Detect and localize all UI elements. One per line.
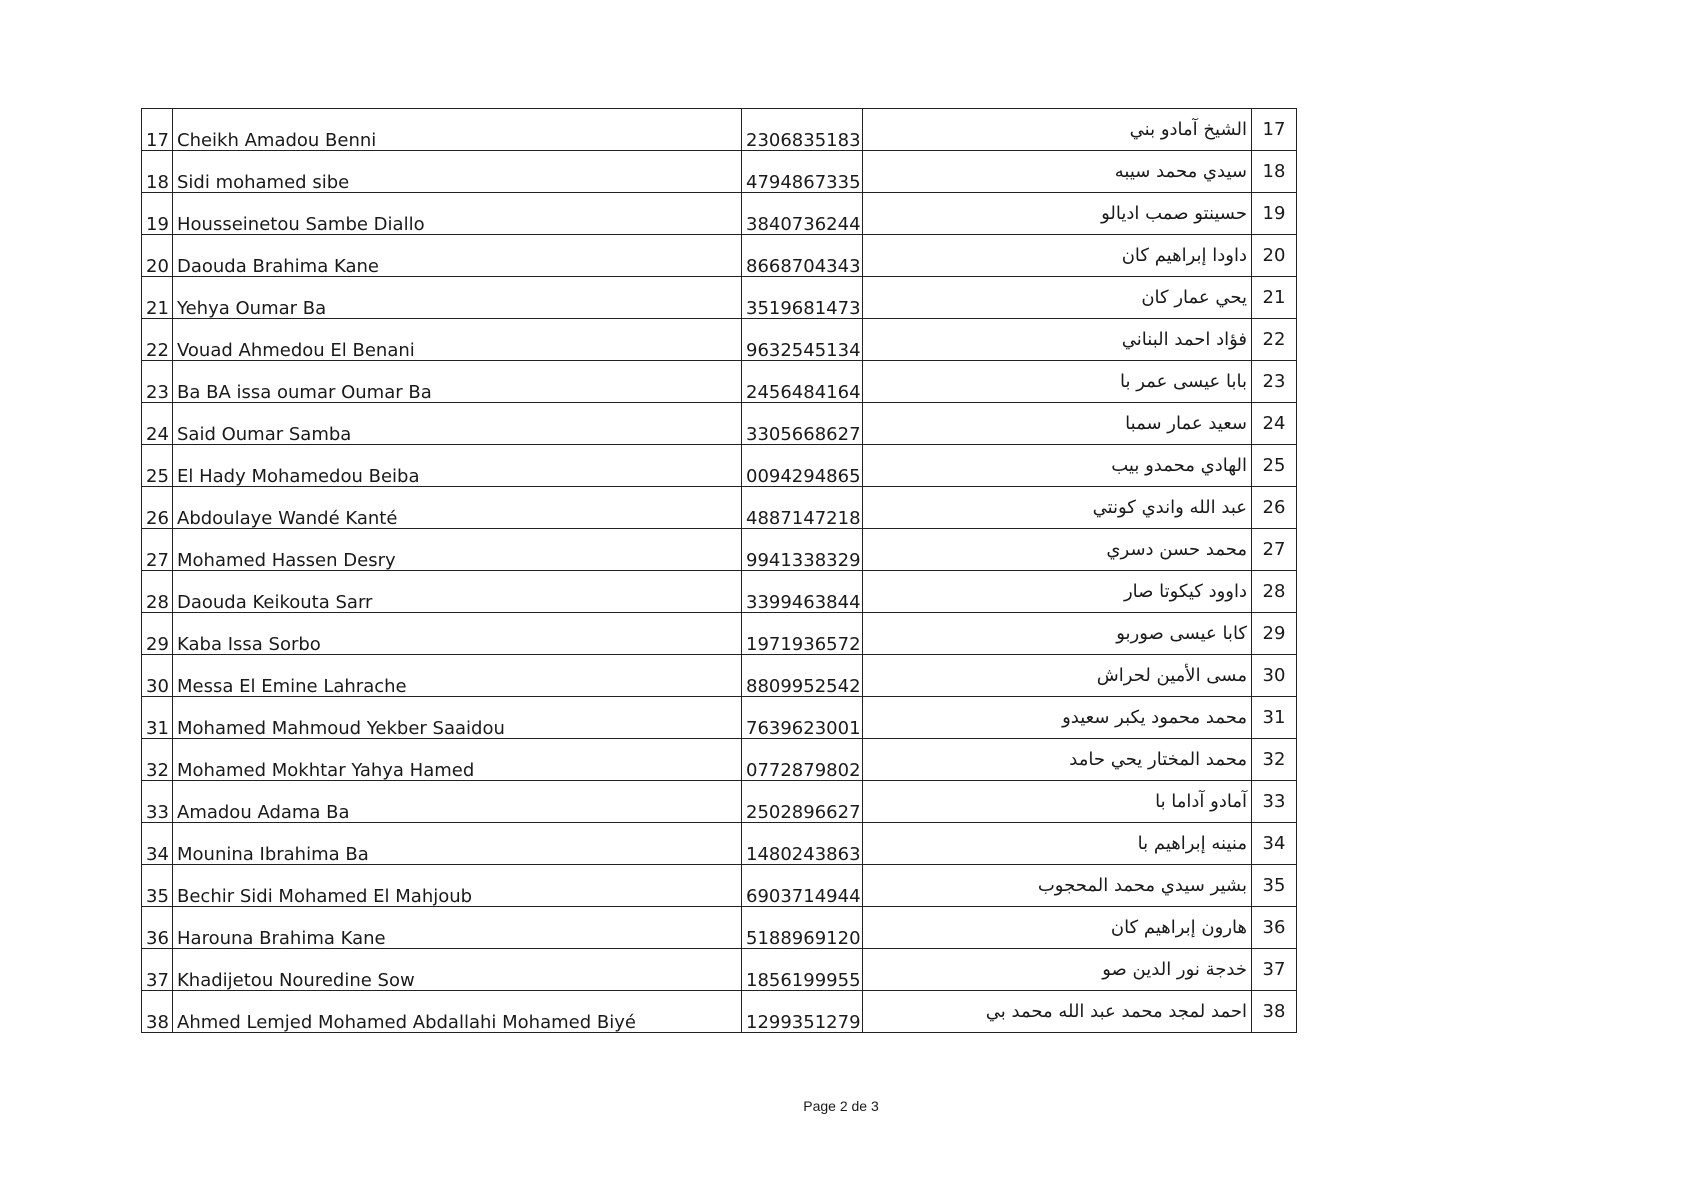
arabic-name-cell: آمادو آداما با [863, 781, 1252, 823]
row-number-cell-right: 19 [1252, 193, 1297, 235]
row-number-cell-right: 34 [1252, 823, 1297, 865]
table-row [142, 571, 1297, 613]
table-row [142, 109, 1297, 151]
latin-name-cell: Ba BA issa oumar Oumar Ba [173, 361, 742, 403]
arabic-name-cell: الهادي محمدو بيب [863, 445, 1252, 487]
latin-name-cell: Mohamed Mokhtar Yahya Hamed [173, 739, 742, 781]
latin-name-cell: Kaba Issa Sorbo [173, 613, 742, 655]
row-number-cell: 24 [142, 403, 173, 445]
table-row [142, 823, 1297, 865]
roster-table-body [142, 109, 1297, 1033]
arabic-name-cell: يحي عمار كان [863, 277, 1252, 319]
row-number-cell: 22 [142, 319, 173, 361]
table-row [142, 193, 1297, 235]
latin-name-cell: Daouda Brahima Kane [173, 235, 742, 277]
id-number-cell: 0772879802 [742, 739, 863, 781]
id-number-cell: 5188969120 [742, 907, 863, 949]
latin-name-cell: Vouad Ahmedou El Benani [173, 319, 742, 361]
row-number-cell: 23 [142, 361, 173, 403]
row-number-cell: 37 [142, 949, 173, 991]
row-number-cell-right: 23 [1252, 361, 1297, 403]
latin-name-cell: Yehya Oumar Ba [173, 277, 742, 319]
row-number-cell-right: 37 [1252, 949, 1297, 991]
latin-name-cell: Khadijetou Nouredine Sow [173, 949, 742, 991]
id-number-cell: 9632545134 [742, 319, 863, 361]
row-number-cell-right: 28 [1252, 571, 1297, 613]
table-row [142, 907, 1297, 949]
latin-name-cell: Mohamed Mahmoud Yekber Saaidou [173, 697, 742, 739]
table-row [142, 277, 1297, 319]
arabic-name-cell: كابا عيسى صوربو [863, 613, 1252, 655]
row-number-cell-right: 22 [1252, 319, 1297, 361]
arabic-name-cell: داودا إبراهيم كان [863, 235, 1252, 277]
row-number-cell: 30 [142, 655, 173, 697]
latin-name-cell: Amadou Adama Ba [173, 781, 742, 823]
table-row [142, 991, 1297, 1033]
arabic-name-cell: مسى الأمين لحراش [863, 655, 1252, 697]
row-number-cell-right: 33 [1252, 781, 1297, 823]
table-row [142, 739, 1297, 781]
table-row [142, 361, 1297, 403]
id-number-cell: 4794867335 [742, 151, 863, 193]
row-number-cell-right: 24 [1252, 403, 1297, 445]
page-number-label: Page 2 de 3 [803, 1098, 879, 1114]
latin-name-cell: Cheikh Amadou Benni [173, 109, 742, 151]
row-number-cell: 28 [142, 571, 173, 613]
table-row [142, 403, 1297, 445]
id-number-cell: 0094294865 [742, 445, 863, 487]
id-number-cell: 7639623001 [742, 697, 863, 739]
table-row [142, 319, 1297, 361]
arabic-name-cell: محمد المختار يحي حامد [863, 739, 1252, 781]
row-number-cell-right: 25 [1252, 445, 1297, 487]
row-number-cell: 32 [142, 739, 173, 781]
id-number-cell: 6903714944 [742, 865, 863, 907]
table-row [142, 655, 1297, 697]
id-number-cell: 8668704343 [742, 235, 863, 277]
table-row [142, 529, 1297, 571]
row-number-cell: 25 [142, 445, 173, 487]
row-number-cell: 38 [142, 991, 173, 1033]
arabic-name-cell: الشيخ آمادو بني [863, 109, 1252, 151]
row-number-cell: 18 [142, 151, 173, 193]
row-number-cell: 35 [142, 865, 173, 907]
latin-name-cell: Housseinetou Sambe Diallo [173, 193, 742, 235]
id-number-cell: 3840736244 [742, 193, 863, 235]
row-number-cell-right: 20 [1252, 235, 1297, 277]
table-row [142, 151, 1297, 193]
table-row [142, 781, 1297, 823]
table-row [142, 445, 1297, 487]
id-number-cell: 1480243863 [742, 823, 863, 865]
id-number-cell: 9941338329 [742, 529, 863, 571]
latin-name-cell: Messa El Emine Lahrache [173, 655, 742, 697]
arabic-name-cell: حسينتو صمب اديالو [863, 193, 1252, 235]
id-number-cell: 3519681473 [742, 277, 863, 319]
row-number-cell: 33 [142, 781, 173, 823]
table-row [142, 949, 1297, 991]
latin-name-cell: Daouda Keikouta Sarr [173, 571, 742, 613]
arabic-name-cell: هارون إبراهيم كان [863, 907, 1252, 949]
latin-name-cell: Mounina Ibrahima Ba [173, 823, 742, 865]
table-row [142, 697, 1297, 739]
table-row [142, 487, 1297, 529]
row-number-cell-right: 29 [1252, 613, 1297, 655]
id-number-cell: 1856199955 [742, 949, 863, 991]
row-number-cell: 26 [142, 487, 173, 529]
row-number-cell: 34 [142, 823, 173, 865]
latin-name-cell: Abdoulaye Wandé Kanté [173, 487, 742, 529]
arabic-name-cell: فؤاد احمد البناني [863, 319, 1252, 361]
row-number-cell: 29 [142, 613, 173, 655]
row-number-cell-right: 17 [1252, 109, 1297, 151]
id-number-cell: 1971936572 [742, 613, 863, 655]
table-row [142, 613, 1297, 655]
arabic-name-cell: محمد محمود يكبر سعيدو [863, 697, 1252, 739]
arabic-name-cell: سيدي محمد سيبه [863, 151, 1252, 193]
latin-name-cell: Mohamed Hassen Desry [173, 529, 742, 571]
row-number-cell-right: 35 [1252, 865, 1297, 907]
row-number-cell-right: 21 [1252, 277, 1297, 319]
arabic-name-cell: بشير سيدي محمد المحجوب [863, 865, 1252, 907]
arabic-name-cell: عبد الله واندي كونتي [863, 487, 1252, 529]
row-number-cell-right: 27 [1252, 529, 1297, 571]
page-footer [0, 1098, 1682, 1114]
arabic-name-cell: منينه إبراهيم با [863, 823, 1252, 865]
row-number-cell: 31 [142, 697, 173, 739]
latin-name-cell: Harouna Brahima Kane [173, 907, 742, 949]
row-number-cell: 17 [142, 109, 173, 151]
arabic-name-cell: بابا عيسى عمر با [863, 361, 1252, 403]
row-number-cell: 36 [142, 907, 173, 949]
row-number-cell: 20 [142, 235, 173, 277]
row-number-cell-right: 26 [1252, 487, 1297, 529]
roster-table [141, 108, 1297, 1033]
row-number-cell: 19 [142, 193, 173, 235]
id-number-cell: 3305668627 [742, 403, 863, 445]
latin-name-cell: Ahmed Lemjed Mohamed Abdallahi Mohamed Biyé [173, 991, 742, 1033]
latin-name-cell: Sidi mohamed sibe [173, 151, 742, 193]
row-number-cell-right: 38 [1252, 991, 1297, 1033]
row-number-cell-right: 32 [1252, 739, 1297, 781]
row-number-cell-right: 36 [1252, 907, 1297, 949]
row-number-cell: 27 [142, 529, 173, 571]
id-number-cell: 3399463844 [742, 571, 863, 613]
id-number-cell: 2456484164 [742, 361, 863, 403]
arabic-name-cell: احمد لمجد محمد عبد الله محمد بي [863, 991, 1252, 1033]
row-number-cell-right: 18 [1252, 151, 1297, 193]
row-number-cell-right: 30 [1252, 655, 1297, 697]
row-number-cell-right: 31 [1252, 697, 1297, 739]
id-number-cell: 2502896627 [742, 781, 863, 823]
id-number-cell: 8809952542 [742, 655, 863, 697]
table-row [142, 235, 1297, 277]
latin-name-cell: Said Oumar Samba [173, 403, 742, 445]
latin-name-cell: Bechir Sidi Mohamed El Mahjoub [173, 865, 742, 907]
id-number-cell: 4887147218 [742, 487, 863, 529]
latin-name-cell: El Hady Mohamedou Beiba [173, 445, 742, 487]
arabic-name-cell: محمد حسن دسري [863, 529, 1252, 571]
arabic-name-cell: داوود كيكوتا صار [863, 571, 1252, 613]
id-number-cell: 2306835183 [742, 109, 863, 151]
arabic-name-cell: خدجة نور الدين صو [863, 949, 1252, 991]
arabic-name-cell: سعيد عمار سمبا [863, 403, 1252, 445]
table-row [142, 865, 1297, 907]
row-number-cell: 21 [142, 277, 173, 319]
id-number-cell: 1299351279 [742, 991, 863, 1033]
